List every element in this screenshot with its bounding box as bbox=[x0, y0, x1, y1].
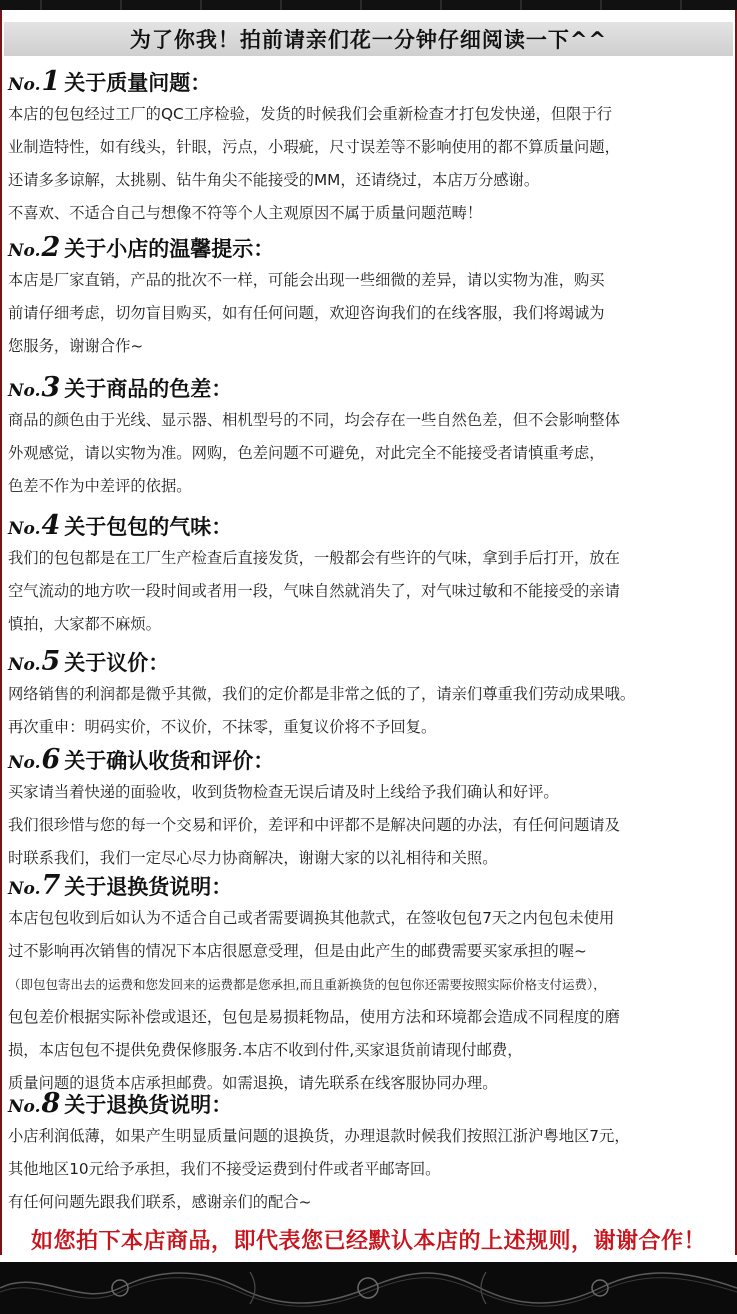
section-return-shipping bbox=[8, 1088, 733, 1219]
top-decor-bar bbox=[0, 0, 737, 10]
section-title: 关于议价： bbox=[64, 651, 170, 675]
paragraph-line: 业制造特性，如有线头，针眼，污点，小瑕疵，尺寸误差等不影响使用的都不算质量问题， bbox=[8, 138, 620, 156]
section-tips bbox=[8, 232, 733, 363]
paragraph-line: 我们很珍惜与您的每一个交易和评价，差评和中评都不是解决问题的办法，有任何问题请及 bbox=[8, 816, 620, 834]
paragraph-line: 不喜欢、不适合自己与想像不符等个人主观原因不属于质量问题范畴！ bbox=[8, 204, 483, 222]
paragraph-line: 包包差价根据实际补偿或退还，包包是易损耗物品，使用方法和环境都会造成不同程度的磨 bbox=[8, 1008, 620, 1026]
left-frame-line bbox=[0, 10, 2, 1255]
section-number-badge: No. 3 bbox=[8, 372, 61, 403]
paragraph-line: 再次重申：明码实价，不议价，不抹零，重复议价将不予回复。 bbox=[8, 718, 437, 736]
bottom-ornament-band bbox=[0, 1262, 737, 1314]
section-title: 关于商品的色差： bbox=[64, 377, 233, 401]
section-heading bbox=[8, 646, 733, 678]
paragraph-line: 色差不作为中差评的依据。 bbox=[8, 477, 192, 495]
footer-agreement-note: 如您拍下本店商品，即代表您已经默认本店的上述规则，谢谢合作！ bbox=[30, 1229, 706, 1254]
section-heading bbox=[8, 870, 733, 902]
paragraph-line: 有任何问题先跟我们联系，感谢亲们的配合~ bbox=[8, 1193, 312, 1211]
paragraph-line: 慎拍，大家都不麻烦。 bbox=[8, 615, 161, 633]
section-smell bbox=[8, 510, 733, 641]
paragraph-note-line: （即包包寄出去的运费和您发回来的运费都是您承担,而且重新换货的包包你还需要按照实际价格支付运费）， bbox=[8, 977, 606, 992]
section-heading bbox=[8, 510, 733, 542]
paragraph-line: 您服务，谢谢合作~ bbox=[8, 337, 144, 355]
paragraph-line: 买家请当着快递的面验收，收到货物检查无误后请及时上线给予我们确认和好评。 bbox=[8, 783, 559, 801]
paragraph-line: 我们的包包都是在工厂生产检查后直接发货，一般都会有些许的气味，拿到手后打开，放在 bbox=[8, 549, 620, 567]
paragraph-line: 损，本店包包不提供免费保修服务.本店不收到付件,买家退货前请现付邮费， bbox=[8, 1041, 523, 1059]
paragraph-line: 本店包包收到后如认为不适合自己或者需要调换其他款式，在签收包包7天之内包包未使用 bbox=[8, 909, 615, 927]
scroll-ornament-icon bbox=[0, 1262, 737, 1314]
section-quality bbox=[8, 66, 733, 230]
section-title: 关于包包的气味： bbox=[64, 515, 233, 539]
section-heading bbox=[8, 66, 733, 98]
section-return-exchange bbox=[8, 870, 733, 1100]
section-heading bbox=[8, 744, 733, 776]
paragraph-line: 前请仔细考虑，切勿盲目购买，如有任何问题，欢迎咨询我们的在线客服，我们将竭诚为 bbox=[8, 304, 605, 322]
section-number-badge: No. 8 bbox=[8, 1088, 61, 1119]
section-number-badge: No. 1 bbox=[8, 66, 61, 97]
section-title: 关于质量问题： bbox=[64, 71, 212, 95]
section-heading bbox=[8, 372, 733, 404]
section-heading bbox=[8, 232, 733, 264]
section-title: 关于确认收货和评价： bbox=[64, 749, 275, 773]
paragraph-line: 还请多多谅解，太挑剔、钻牛角尖不能接受的MM，还请绕过，本店万分感谢。 bbox=[8, 171, 540, 189]
section-number-badge: No. 4 bbox=[8, 510, 61, 541]
section-title: 关于退换货说明： bbox=[64, 875, 233, 899]
paragraph-line: 本店的包包经过工厂的QC工序检验，发货的时候我们会重新检查才打包发快递，但限于行 bbox=[8, 105, 613, 123]
paragraph-line: 外观感觉，请以实物为准。网购，色差问题不可避免，对此完全不能接受者请慎重考虑， bbox=[8, 444, 605, 462]
paragraph-line: 质量问题的退货本店承担邮费。如需退换，请先联系在线客服协同办理。 bbox=[8, 1074, 498, 1092]
paragraph-line: 时联系我们，我们一定尽心尽力协商解决，谢谢大家的以礼相待和关照。 bbox=[8, 849, 498, 867]
section-color-difference bbox=[8, 372, 733, 503]
section-bargaining bbox=[8, 646, 733, 744]
section-number-badge: No. 5 bbox=[8, 646, 61, 677]
paragraph-line: 其他地区10元给予承担，我们不接受运费到付件或者平邮寄回。 bbox=[8, 1160, 441, 1178]
paragraph-line: 过不影响再次销售的情况下本店很愿意受理，但是由此产生的邮费需要买家承担的喔~ bbox=[8, 942, 587, 960]
section-number-badge: No. 6 bbox=[8, 744, 61, 775]
section-title: 关于小店的温馨提示： bbox=[64, 237, 275, 261]
section-number-badge: No. 2 bbox=[8, 232, 61, 263]
paragraph-line: 小店利润低薄，如果产生明显质量问题的退换货，办理退款时候我们按照江浙沪粤地区7元， bbox=[8, 1127, 630, 1145]
section-heading bbox=[8, 1088, 733, 1120]
paragraph-line: 网络销售的利润都是微乎其微，我们的定价都是非常之低的了，请亲们尊重我们劳动成果哦。 bbox=[8, 685, 636, 703]
section-number-badge: No. 7 bbox=[8, 870, 61, 901]
paragraph-line: 商品的颜色由于光线、显示器、相机型号的不同，均会存在一些自然色差，但不会影响整体 bbox=[8, 411, 620, 429]
paragraph-line: 本店是厂家直销，产品的批次不一样，可能会出现一些细微的差异，请以实物为准，购买 bbox=[8, 271, 605, 289]
section-title: 关于退换货说明： bbox=[64, 1093, 233, 1117]
paragraph-line: 空气流动的地方吹一段时间或者用一段，气味自然就消失了，对气味过敏和不能接受的亲请 bbox=[8, 582, 620, 600]
header-banner: 为了你我！拍前请亲们花一分钟仔细阅读一下^^ bbox=[4, 22, 733, 56]
section-confirm-review bbox=[8, 744, 733, 875]
